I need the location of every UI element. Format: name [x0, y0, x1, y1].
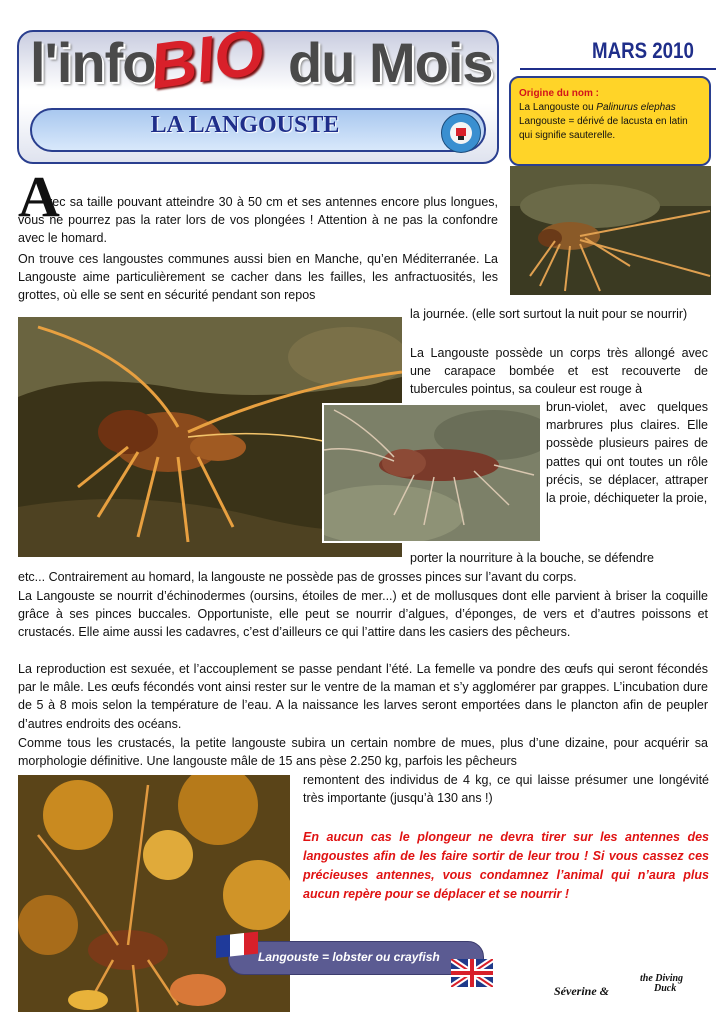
french-flag-icon [216, 930, 260, 964]
lobster-photo-inset [322, 403, 542, 543]
issue-date: MARS 2010 [592, 38, 694, 63]
paragraph-reproduction: La reproduction est sexuée, et l’accouplement se passe pendant l’été. La femelle va pondre des œufs qui seront fécondés par le mâle. Les œufs fécondés vont ainsi rester sur le ventre de la maman et s’y agglomérer par grappes. L’incubation dure de 5 à 8 mois selon la température de l’eau. A la naissance les larves seront emportées dans le plancton afin de peupler d’autres endroits des océans. [18, 662, 708, 731]
paragraph-habitat: On trouve ces langoustes communes aussi bien en Manche, qu’en Méditerranée. La Langouste aime particulièrement se cacher dans les failles, les anfractuosités, les grottes, où elle se sent en sécurité pendant son repos [18, 252, 498, 303]
species-name: Palinurus elephas [596, 102, 676, 113]
origin-box [509, 76, 711, 166]
paragraph-body-2: brun-violet, avec quelques marbrures plus claires. Elle possède plusieurs paires de pattes qui ont toutes un rôle précis, se déplacer, attraper la proie, déchiqueter la proie, [546, 400, 708, 506]
club-logo [441, 113, 481, 153]
diving-duck-logo [640, 974, 683, 994]
title-bio: BIO [145, 15, 269, 103]
origin-line-1 [519, 101, 701, 115]
paragraph-habitat-cont: la journée. (elle sort surtout la nuit pour se nourrir) [410, 307, 688, 321]
warning-note: En aucun cas le plongeur ne devra tirer sur les antennes des langoustes afin de les faire sortir de leur trou ! Si vous cassez ces précieuses antennes, vous condamnez l’animal qui n’aura plus aucun repère pour se déplacer et se nourrir ! [303, 830, 709, 901]
origin-title: Origine du nom : [519, 88, 599, 99]
drop-cap: A [18, 164, 60, 229]
author-signature: Séverine & [554, 984, 609, 998]
paragraph-intro: vec sa taille pouvant atteindre 30 à 50 cm et ses antennes encore plus longues, vous ne pourrez pas la rater lors de vos plongées ! Attention à ne pas la confondre avec le homard. [18, 195, 498, 246]
paragraph-molting: Comme tous les crustacés, la petite langouste subira un certain nombre de mues, plus d’une dizaine, pour acquérir sa morphologie définitive. Une langouste mâle de 15 ans pèse 2.250 kg, parfois les pêcheurs [18, 736, 708, 769]
lobster-photo-bottom [18, 775, 290, 1012]
paragraph-body-4: etc... Contrairement au homard, la langouste ne possède pas de grosses pinces sur l’avant du corps. [18, 570, 577, 584]
origin-text: La Langouste ou [519, 102, 597, 113]
paragraph-body-3: porter la nourriture à la bouche, se défendre [410, 551, 654, 565]
paragraph-body-1: La Langouste possède un corps très allongé avec une carapace bombée et est recouverte de tubercules pointus, sa couleur est rouge à [410, 346, 708, 397]
duck-logo-line-2: Duck [654, 983, 677, 994]
page-title: LA LANGOUSTE [150, 112, 340, 138]
origin-line-2: Langouste = dérivé de lacusta en latin qui signifie sauterelle. [519, 116, 688, 141]
translation-text: Langouste = lobster ou crayfish [258, 950, 440, 964]
paragraph-diet: La Langouste se nourrit d’échinodermes (oursins, étoiles de mer...) et de mollusques dont elle parvient à briser la coquille grâce à ses pinces buccales. Opportuniste, elle peut se nourrir d’algues, d’éponges, de vers et d’autres poissons et crustacés. Elle aime aussi les cadavres, c’est d’ailleurs ce qui l’attire dans les casiers des pêcheurs. [18, 589, 708, 640]
date-divider [520, 68, 716, 70]
title-du-mois: du Mois [288, 31, 493, 94]
uk-flag-icon [451, 959, 493, 991]
duck-logo-line-1: the Diving [640, 973, 684, 984]
lobster-photo-top-right [510, 166, 711, 295]
title-info: l'info [30, 31, 156, 94]
paragraph-longevity: remontent des individus de 4 kg, ce qui laisse présumer une longévité très importante (jusqu’à 130 ans !) [303, 773, 709, 806]
